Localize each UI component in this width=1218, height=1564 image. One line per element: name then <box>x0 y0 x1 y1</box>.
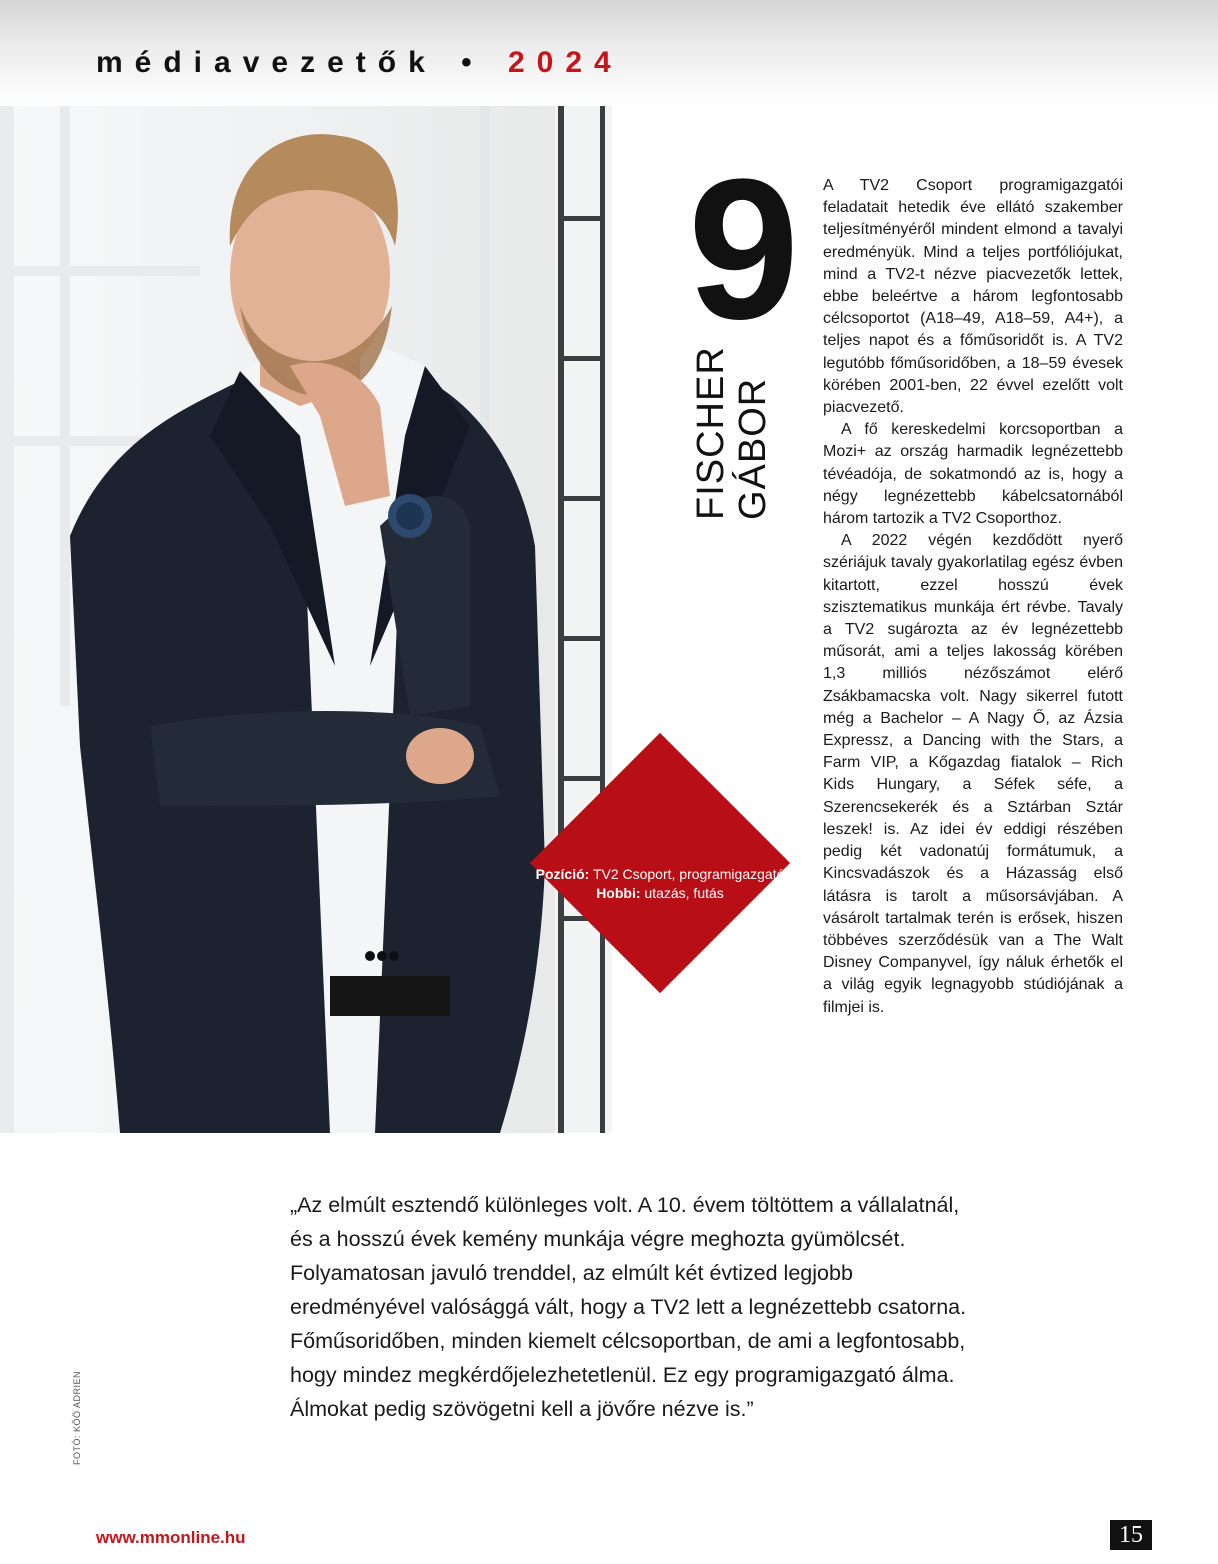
person-name <box>690 346 774 520</box>
article-paragraph: A fő kereskedelmi korcsoportban a Mozi+ az ország harmadik legnézettebb tévéadója, de sokatmondó az is, hogy a négy legnézettebb kábelcsatornából három tartozik a TV2 Csoporthoz. <box>823 421 1123 528</box>
diamond-text <box>530 865 790 903</box>
info-diamond <box>530 733 790 993</box>
page-number: 15 <box>1110 1520 1152 1550</box>
header-year: 2024 <box>507 46 623 79</box>
section-title: médiavezetők <box>96 46 437 79</box>
portrait-illustration <box>0 106 612 1133</box>
header-separator: • <box>461 46 484 79</box>
article-body <box>823 175 1123 1019</box>
footer-url[interactable]: www.mmonline.hu <box>96 1528 246 1547</box>
article-paragraph: A TV2 Csoport programigazgatói feladatait hetedik éve ellátó szakember teljesítményéről mindent elmond a tavalyi eredményük. Mind a teljes portfóliójukat, mind a TV2-t nézve piacvezetők lettek, ebbe beleértve a három legfontosabb célcsoportot (A18–49, A18–59, A4+), a teljes napot és a főműsoridőt is. A TV2 legutóbb főműsoridőben, a 18–59 évesek körében 2001-ben, 22 évvel ezelőtt volt piacvezető. <box>823 177 1123 417</box>
photo-credit: FOTÓ: KŐÖ ADRIEN <box>72 1370 82 1465</box>
diamond-shape <box>530 733 790 993</box>
pull-quote: „Az elmúlt esztendő különleges volt. A 10. évem töltöttem a vállalatnál, és a hosszú évek kemény munkája végre meghozta gyümölcsét. Folyamatosan javuló trenddel, az elmúlt két évtized legjobb eredményével valósággá vált, hogy a TV2 lett a legnézettebb csatorna. Főműsoridőben, minden kiemelt célcsoportban, de ami a legfontosabb, hogy mindez megkérdőjelezhetetlenül. Ez egy programigazgató álma. Álmokat pedig szövögetni kell a jövőre nézve is.” <box>290 1193 967 1421</box>
hobby-value: utazás, futás <box>644 885 724 901</box>
hobby-line <box>530 884 790 903</box>
last-name: FISCHER <box>690 346 732 520</box>
section-header <box>96 46 623 80</box>
article-paragraph: A 2022 végén kezdődött nyerő szériájuk tavaly gyakorlatilag egész évben kitartott, ezzel hosszú évek szisztematikus munkája ért révbe. Tavaly a TV2 sugározta az év legnézettebb műsorát, ami a teljes lakosság körében 1,3 milliós nézőszámot elérő Zsákbamacska volt. Nagy sikerrel futott még a Bachelor – A Nagy Ő, az Ázsia Expressz, a Dancing with the Stars, a Farm VIP, a Kőgazdag fiatalok – Rich Kids Hungary, a Séfek séfe, a Szerencsekerék és a Sztárban Sztár leszek! is. Az idei év eddigi részében pedig két vadonatúj formátumuk, a Kincsvadászok és a Házasság első látásra is tarolt a műsorsávjában. A vásárolt tartalmak terén is erősek, hiszen többéves szerződésük van a The Walt Disney Companyvel, így náluk érhetők el a világ egyik legnagyobb stúdiójának a filmjei is. <box>823 532 1123 1016</box>
first-name: GÁBOR <box>732 377 774 520</box>
position-value: TV2 Csoport, programigazgató <box>592 866 785 882</box>
rank-number: 9 <box>688 138 800 361</box>
portrait-photo <box>0 106 612 1133</box>
position-label: Pozíció: <box>535 866 590 882</box>
hobby-label: Hobbi: <box>596 885 641 901</box>
position-line <box>530 865 790 884</box>
